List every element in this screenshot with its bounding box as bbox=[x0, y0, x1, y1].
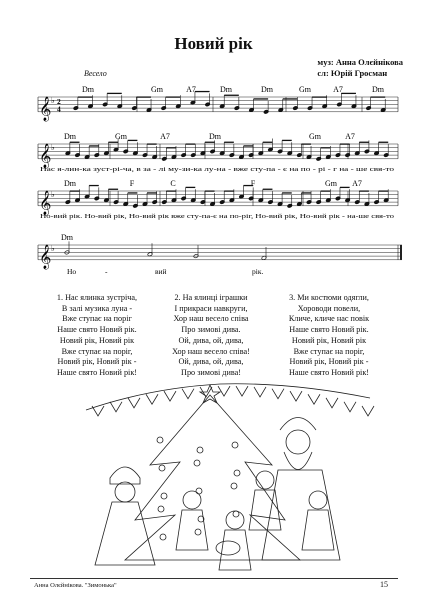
key-signature-flat: ♭ bbox=[51, 142, 55, 152]
lyricist-credit: сл: Юрій Гросман bbox=[317, 68, 388, 78]
chord-symbol: A7 bbox=[333, 85, 343, 94]
verse-line: І прикраси навкруги, bbox=[174, 303, 248, 313]
verse-line: Наше свято Новий рік. bbox=[57, 325, 137, 335]
composer-credit: муз: Анна Олєйнікова bbox=[317, 57, 403, 67]
verse-line: 3. Ми костюми одягли, bbox=[289, 293, 369, 302]
chord-symbol: Dm bbox=[209, 132, 221, 141]
verse-line: Новий рік, Новий рік - bbox=[57, 357, 137, 367]
verse-line: Ой, дива, ой, дива, bbox=[178, 357, 244, 367]
key-signature-flat: ♭ bbox=[51, 189, 55, 199]
treble-clef: 𝄞 bbox=[39, 143, 52, 168]
verse-line: Новий рік, Новий рік - bbox=[289, 357, 369, 367]
verse-2 bbox=[152, 293, 270, 379]
lyrics-line: Но-вий рік. Но-вий рік, Но-вий рік вже сту-па-є на по-ріг, Но-вий рік, Но-вий рік - на-ше свя-то bbox=[40, 212, 395, 220]
treble-clef: 𝄞 bbox=[39, 244, 52, 269]
chord-symbol: A7 bbox=[352, 179, 362, 188]
verse-line: Хор наш весело співа bbox=[173, 314, 249, 324]
lyrics-line: Нас я-лин-ка зуст-рі-ча, в за - лі му-зи-ка лу-на - вже сту-па - є на по - рі - г на - ше свя-то bbox=[40, 165, 395, 173]
verse-line: Наше свято Новий рік! bbox=[56, 367, 138, 377]
verse-1 bbox=[38, 293, 156, 379]
verses-block bbox=[0, 293, 427, 378]
verse-line: Хороводи повели, bbox=[297, 303, 361, 313]
page-title: Новий рік bbox=[174, 34, 253, 53]
verse-line: Вже ступає на поріг, bbox=[61, 346, 133, 356]
chord-symbol: Gm bbox=[151, 85, 163, 94]
chord-symbol: F bbox=[250, 179, 256, 188]
footer-divider bbox=[30, 578, 398, 579]
chord-symbol: Dm bbox=[82, 85, 94, 94]
chord-symbol: A7 bbox=[160, 132, 170, 141]
lyrics-word: вий bbox=[155, 266, 167, 276]
chord-symbol: Gm bbox=[115, 132, 127, 141]
verse-line: Ой, дива, ой, дива, bbox=[178, 335, 244, 345]
verse-line: Кличе, кличе нас повік bbox=[288, 314, 370, 324]
verse-line: 1. Нас ялинка зустріча, bbox=[56, 293, 138, 302]
key-signature-flat: ♭ bbox=[51, 243, 55, 253]
verse-line: Про зимові дива. bbox=[181, 325, 241, 335]
lyrics-word: Но bbox=[67, 266, 77, 276]
verse-line: Про зимові дива! bbox=[181, 367, 241, 377]
verse-line: Новий рік, Новий рік bbox=[59, 335, 135, 345]
verse-line: Вже ступає на поріг, bbox=[293, 346, 365, 356]
key-signature-flat: ♭ bbox=[51, 95, 55, 105]
verse-line: Хор наш весело співа! bbox=[172, 346, 250, 356]
chord-symbol: Gm bbox=[299, 85, 311, 94]
footer-source: Анна Олєйнікова. "Зимонька" bbox=[34, 582, 117, 589]
lyrics-word: рік. bbox=[252, 266, 264, 276]
verse-line: В залі музика луна - bbox=[61, 303, 133, 313]
chord-symbol: Gm bbox=[309, 132, 321, 141]
verse-line: Наше свято Новий рік! bbox=[288, 367, 370, 377]
time-signature: 4 bbox=[57, 104, 61, 114]
chord-symbol: F bbox=[129, 179, 135, 188]
chord-symbol: A7 bbox=[345, 132, 355, 141]
chord-symbol: Dm bbox=[64, 179, 76, 188]
chord-symbol: Dm bbox=[261, 85, 273, 94]
chord-symbol: C bbox=[170, 179, 176, 188]
treble-clef: 𝄞 bbox=[39, 190, 52, 215]
verse-line: Наше свято Новий рік. bbox=[289, 325, 369, 335]
chord-symbol: Dm bbox=[220, 85, 232, 94]
page-number: 15 bbox=[380, 580, 388, 589]
chord-symbol: Dm bbox=[372, 85, 384, 94]
lyrics-word: - bbox=[105, 266, 108, 276]
chord-symbol: Dm bbox=[61, 233, 73, 242]
final-barline bbox=[400, 245, 402, 260]
chord-symbol: Gm bbox=[325, 179, 337, 188]
time-signature: 2 bbox=[57, 97, 61, 106]
verse-line: Новий рік, Новий рік bbox=[291, 335, 367, 345]
verse-line: Вже ступає на поріг bbox=[62, 314, 132, 324]
tempo-marking: Весело bbox=[84, 69, 107, 78]
verse-3 bbox=[264, 293, 394, 379]
treble-clef: 𝄞 bbox=[39, 96, 52, 121]
verse-line: 2. На ялинці іграшки bbox=[174, 293, 248, 302]
chord-symbol: Dm bbox=[64, 132, 76, 141]
chord-symbol: A7 bbox=[186, 85, 196, 94]
